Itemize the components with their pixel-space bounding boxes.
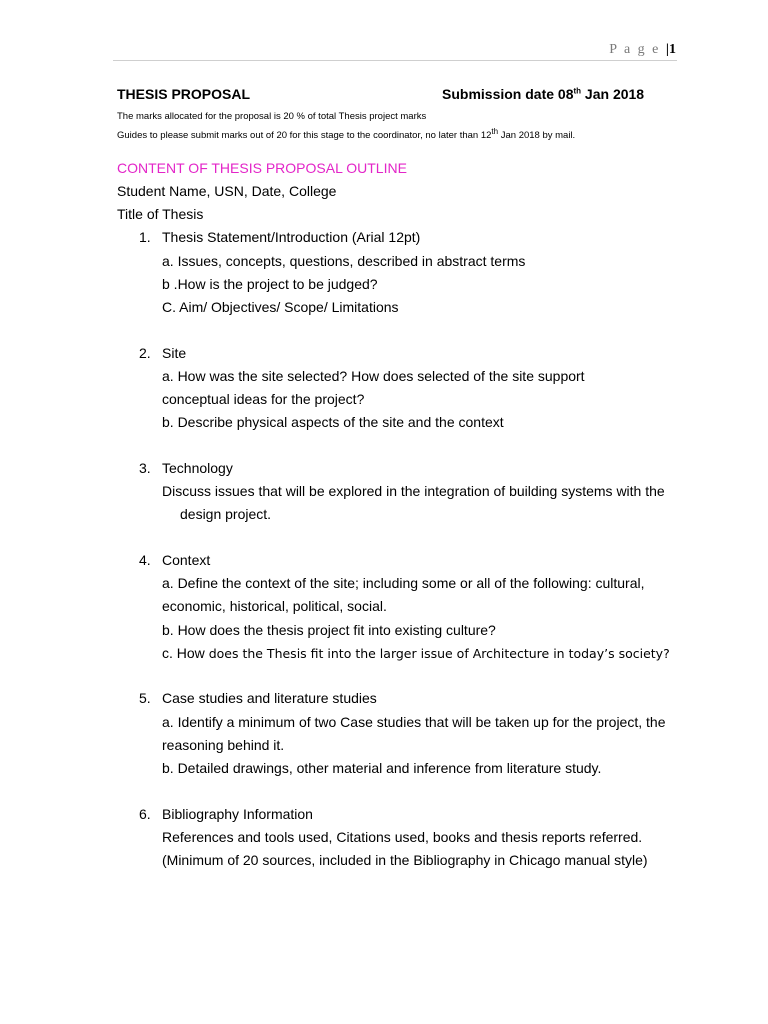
section-line-start: c. How [162,645,205,661]
section-title: Thesis Statement/Introduction (Arial 12pt) [162,229,421,245]
section-line: design project. [180,506,272,522]
document-title: THESIS PROPOSAL [117,86,251,102]
section-title: Case studies and literature studies [162,690,377,706]
section-line-rest: does the Thesis fit into the larger issue of Architecture in today’s society? [208,646,670,661]
section-line: Discuss issues that will be explored in the integration of building systems with the [162,483,665,499]
guides-note-prefix: Guides to please submit marks out of 20 for this stage to the coordinator, no later than 12 [117,130,492,142]
submission-date-suffix: Jan 2018 [581,86,645,102]
section-line: economic, historical, political, social. [162,598,387,614]
section-line: C. Aim/ Objectives/ Scope/ Limitations [162,299,399,315]
submission-date-sup: th [573,86,582,96]
section-title: Bibliography Information [162,806,313,822]
page-label: P a g e [609,42,661,57]
section-number: 3. [139,460,151,476]
section-line: a. Issues, concepts, questions, described in abstract terms [162,253,526,269]
submission-date-prefix: Submission date 08 [442,86,574,102]
intro-line-1: Student Name, USN, Date, College [117,183,337,199]
section-line: conceptual ideas for the project? [162,391,365,407]
section-number: 6. [139,806,151,822]
section-line: References and tools used, Citations used, books and thesis reports referred. [162,829,643,845]
section-line: a. How was the site selected? How does selected of the site support [162,368,585,384]
guides-note [117,127,575,141]
section-line: a. Identify a minimum of two Case studies that will be taken up for the project, the [162,714,666,730]
section-line: (Minimum of 20 sources, included in the Bibliography in Chicago manual style) [162,852,648,868]
section-number: 1. [139,229,151,245]
section-line: b. Describe physical aspects of the site and the context [162,414,504,430]
section-title: Site [162,345,187,361]
marks-note: The marks allocated for the proposal is 20 % of total Thesis project marks [117,111,427,122]
page-number-label [609,42,676,58]
section-line [162,645,670,661]
guides-note-sup: th [491,127,499,136]
section-number: 5. [139,690,151,706]
section-title: Context [162,552,211,568]
section-line: b. Detailed drawings, other material and inference from literature study. [162,760,602,776]
outline-heading: CONTENT OF THESIS PROPOSAL OUTLINE [117,160,407,176]
header-divider [113,60,677,61]
section-title: Technology [162,460,233,476]
section-line: b. How does the thesis project fit into existing culture? [162,622,496,638]
submission-date [442,86,644,102]
page-separator: | [665,42,669,57]
section-number: 2. [139,345,151,361]
section-line: a. Define the context of the site; including some or all of the following: cultural, [162,575,645,591]
guides-note-suffix: Jan 2018 by mail. [498,130,576,142]
intro-line-2: Title of Thesis [117,206,204,222]
section-line: reasoning behind it. [162,737,285,753]
section-number: 4. [139,552,151,568]
section-line: b .How is the project to be judged? [162,276,378,292]
page-number: 1 [669,42,676,57]
